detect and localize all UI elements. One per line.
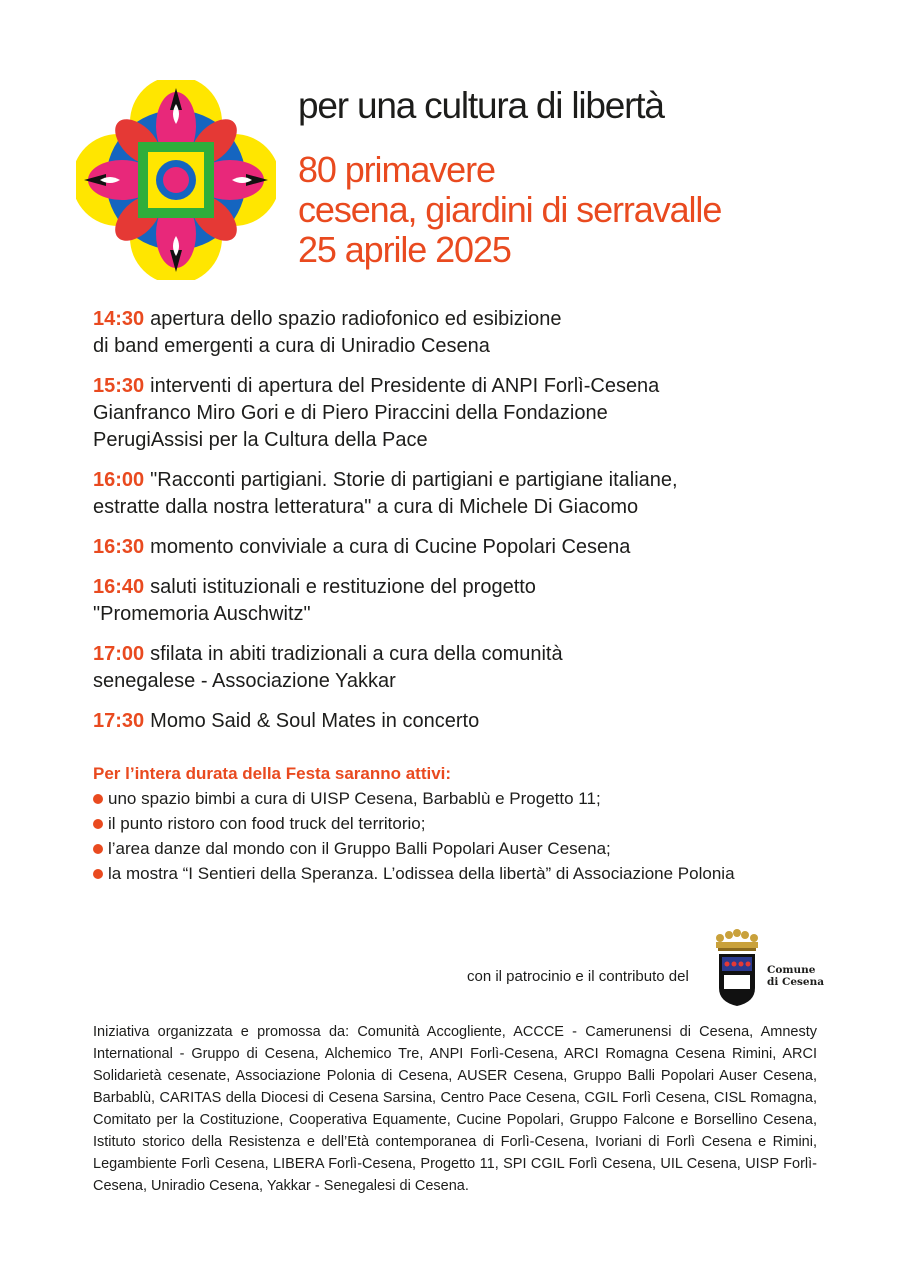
event-title: 80 primavere — [298, 149, 495, 190]
schedule-item — [93, 708, 833, 735]
patronage-text: con il patrocinio e il contributo del — [467, 968, 689, 985]
cesena-crest-icon — [712, 928, 762, 1008]
schedule-time: 14:30 — [93, 308, 145, 330]
schedule-text: momento conviviale a cura di Cucine Popolari Cesena — [150, 536, 631, 558]
activities-title: Per l’intera durata della Festa saranno attivi: — [93, 764, 452, 783]
comune-label — [767, 964, 824, 988]
schedule-time: 16:00 — [93, 469, 145, 491]
bullet-dot-icon — [93, 844, 103, 854]
schedule-item — [93, 373, 833, 454]
schedule-text: estratte dalla nostra letteratura" a cura di Michele Di Giacomo — [93, 496, 639, 518]
comune-line: Comune — [767, 964, 816, 976]
schedule-text: "Racconti partigiani. Storie di partigiani e partigiane italiane, — [150, 469, 678, 491]
schedule-time: 17:00 — [93, 643, 145, 665]
schedule-item — [93, 574, 833, 628]
schedule-time: 16:40 — [93, 576, 145, 598]
schedule-text: Gianfranco Miro Gori e di Piero Piraccini della Fondazione — [93, 402, 608, 424]
headline-event — [298, 150, 721, 270]
schedule-text: PerugiAssisi per la Cultura della Pace — [93, 429, 428, 451]
schedule-item — [93, 306, 833, 360]
schedule-text: di band emergenti a cura di Uniradio Cesena — [93, 335, 490, 357]
schedule-item — [93, 467, 833, 521]
schedule-text: senegalese - Associazione Yakkar — [93, 670, 396, 692]
event-date: 25 aprile 2025 — [298, 229, 511, 270]
schedule-text: "Promemoria Auschwitz" — [93, 603, 311, 625]
schedule-text: interventi di apertura del Presidente di ANPI Forlì-Cesena — [150, 375, 660, 397]
list-item — [93, 811, 853, 836]
schedule-item — [93, 534, 833, 561]
list-item-text: il punto ristoro con food truck del territorio; — [108, 814, 426, 833]
list-item — [93, 836, 853, 861]
schedule-text: apertura dello spazio radiofonico ed esibizione — [150, 308, 562, 330]
schedule-text: Momo Said & Soul Mates in concerto — [150, 710, 480, 732]
schedule-time: 15:30 — [93, 375, 145, 397]
bullet-dot-icon — [93, 794, 103, 804]
headline-tagline: per una cultura di libertà — [298, 85, 664, 126]
activities-section — [93, 762, 853, 886]
comune-line: di Cesena — [767, 976, 825, 988]
schedule-text: saluti istituzionali e restituzione del progetto — [150, 576, 536, 598]
list-item-text: l’area danze dal mondo con il Gruppo Balli Popolari Auser Cesena; — [108, 839, 611, 858]
flower-mandala-icon — [76, 80, 276, 280]
schedule-time: 16:30 — [93, 536, 145, 558]
schedule-text: sfilata in abiti tradizionali a cura della comunità — [150, 643, 563, 665]
list-item-text: uno spazio bimbi a cura di UISP Cesena, Barbablù e Progetto 11; — [108, 789, 601, 808]
list-item — [93, 786, 853, 811]
organizers-paragraph: Iniziativa organizzata e promossa da: Comunità Accogliente, ACCCE - Camerunensi di Cesena, Amnesty International - Gruppo di Cesena, Alchemico Tre, ANPI Forlì-Cesena, ARCI Romagna Cesena Rimini, ARCI Solidarietà cesenate, Associazione Polonia di Cesena, AUSER Cesena, Gruppo Balli Popolari Auser Cesena, Barbablù, CARITAS della Diocesi di Cesena Sarsina, Centro Pace Cesena, CGIL Forlì Cesena, CISL Romagna, Comitato per la Costituzione, Cooperativa Equamente, Cucine Popolari, Gruppo Falcone e Borsellino Cesena, Istituto storico della Resistenza e dell’Età contemporanea di Forlì-Cesena, Ivoriani di Forlì Cesena e Rimini, Legambiente Forlì Cesena, LIBERA Forlì-Cesena, Progetto 11, SPI CGIL Forlì Cesena, UIL Cesena, UISP Forlì-Cesena, Uniradio Cesena, Yakkar - Senegalesi di Cesena. — [93, 1024, 817, 1194]
schedule-item — [93, 641, 833, 695]
bullet-dot-icon — [93, 819, 103, 829]
schedule-list — [93, 306, 833, 748]
event-location: cesena, giardini di serravalle — [298, 189, 722, 230]
bullet-dot-icon — [93, 869, 103, 879]
list-item — [93, 861, 853, 886]
schedule-time: 17:30 — [93, 710, 145, 732]
list-item-text: la mostra “I Sentieri della Speranza. L’odissea della libertà” di Associazione Polonia — [108, 864, 735, 883]
